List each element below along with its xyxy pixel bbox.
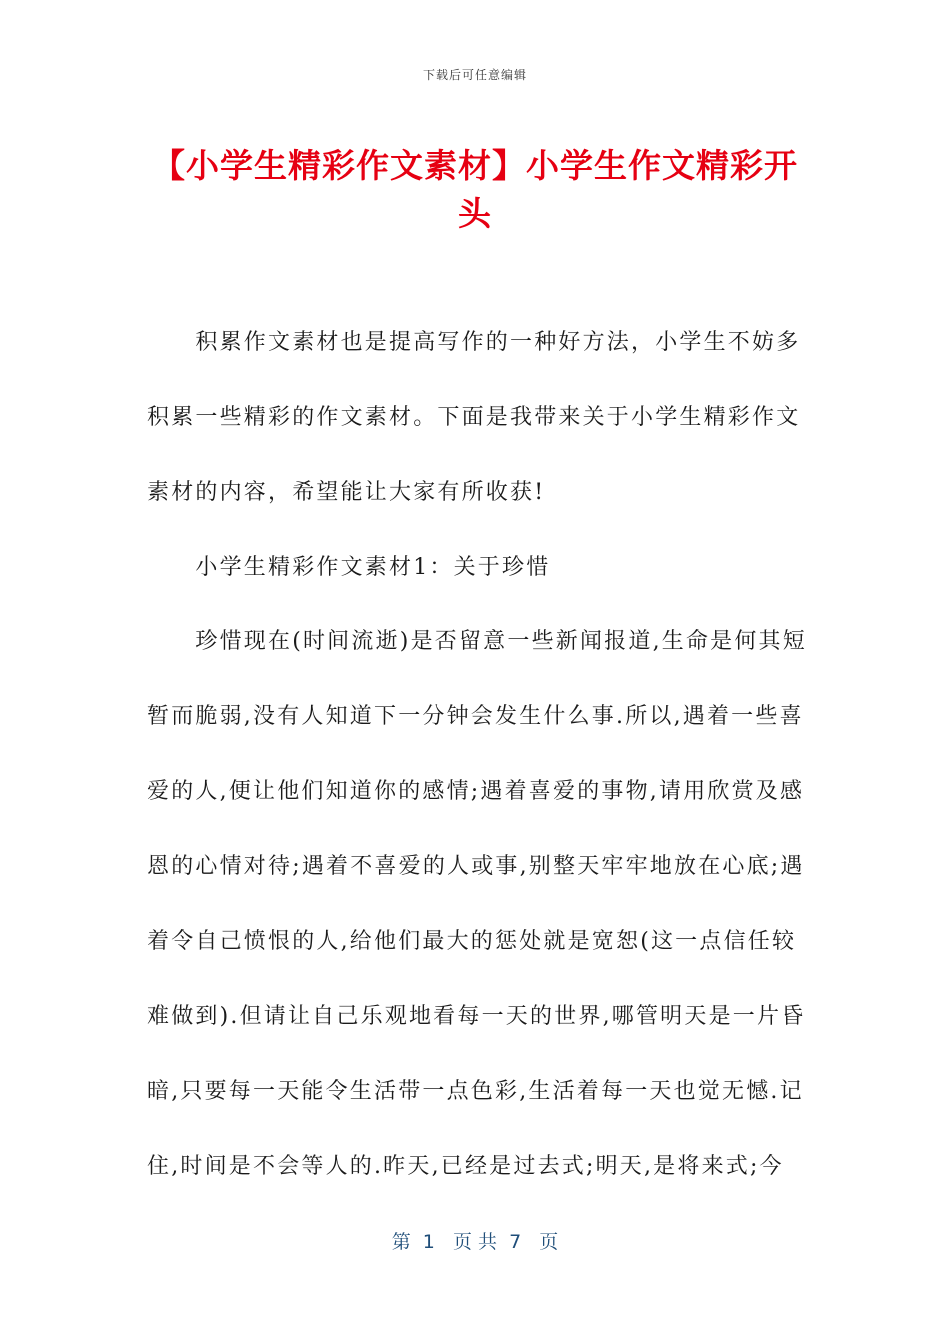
body-line: 暗,只要每一天能令生活带一点色彩,生活着每一天也觉无憾.记 <box>147 1079 804 1104</box>
header-note: 下载后可任意编辑 <box>422 68 527 82</box>
title-line-1: 【小学生精彩作文素材】小学生作文精彩开 <box>152 146 798 185</box>
body-line: 爱的人,便让他们知道你的感情;遇着喜爱的事物,请用欣赏及感 <box>147 779 805 804</box>
document-title <box>140 142 810 238</box>
page-footer: 第 1 页 共 7 页 <box>391 1231 559 1253</box>
body-line: 恩的心情对待;遇着不喜爱的人或事,别整天牢牢地放在心底;遇 <box>147 854 805 879</box>
body-line: 住,时间是不会等人的.昨天,已经是过去式;明天,是将来式;今 <box>147 1154 784 1179</box>
body-line: 暂而脆弱,没有人知道下一分钟会发生什么事.所以,遇着一些喜 <box>147 704 804 729</box>
intro-line: 素材的内容，希望能让大家有所收获! <box>147 480 546 505</box>
intro-line: 积累一些精彩的作文素材。下面是我带来关于小学生精彩作文 <box>147 405 801 430</box>
intro-paragraph <box>147 331 807 556</box>
body-line: 难做到).但请让自己乐观地看每一天的世界,哪管明天是一片昏 <box>147 1004 806 1029</box>
section-heading <box>147 556 807 631</box>
cherish-paragraph <box>147 630 807 1230</box>
section-heading-text: 小学生精彩作文素材1：关于珍惜 <box>147 555 551 580</box>
body-line: 着令自己愤恨的人,给他们最大的惩处就是宽恕(这一点信任较 <box>147 929 797 954</box>
intro-line: 积累作文素材也是提高写作的一种好方法，小学生不妨多 <box>147 330 801 355</box>
body-line: 珍惜现在(时间流逝)是否留意一些新闻报道,生命是何其短 <box>147 629 807 654</box>
title-line-2: 头 <box>458 194 492 233</box>
